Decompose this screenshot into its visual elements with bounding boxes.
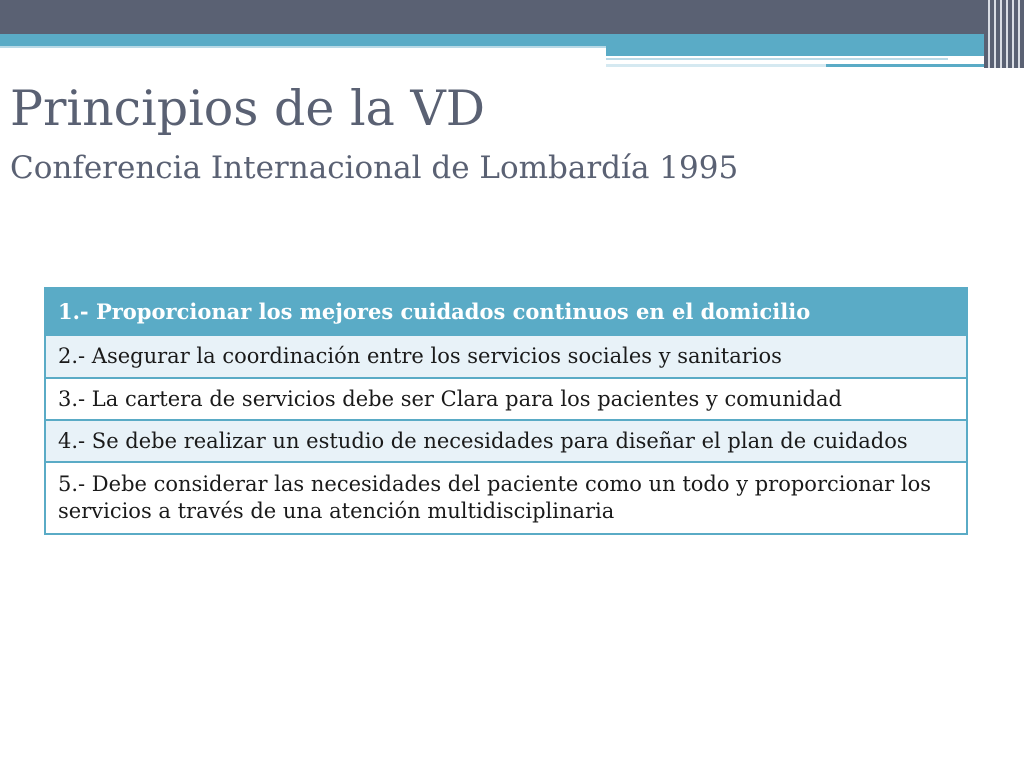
decorative-line [606, 64, 826, 67]
decorative-line [826, 64, 996, 67]
slide-title: Principios de la VD [10, 80, 486, 137]
table-row [45, 462, 967, 534]
table-row [45, 420, 967, 462]
slide-subtitle: Conferencia Internacional de Lombardía 1995 [10, 150, 739, 186]
corner-ornament [984, 0, 1024, 68]
decorative-line [606, 58, 948, 60]
accent-stripe-step [606, 46, 1024, 56]
principle-item: 5.- Debe considerar las necesidades del paciente como un todo y proporcionar los servicios a través de una atención multidisciplinaria [45, 462, 967, 534]
decorative-line [0, 46, 606, 48]
table-row [45, 288, 967, 335]
table-row [45, 378, 967, 420]
principle-item: 2.- Asegurar la coordinación entre los servicios sociales y sanitarios [45, 335, 967, 377]
header-band [0, 0, 1024, 34]
principle-item: 3.- La cartera de servicios debe ser Clara para los pacientes y comunidad [45, 378, 967, 420]
principles-table [44, 287, 968, 535]
table-row [45, 335, 967, 377]
accent-stripe [0, 34, 1024, 46]
principle-item: 1.- Proporcionar los mejores cuidados continuos en el domicilio [45, 288, 967, 335]
principle-item: 4.- Se debe realizar un estudio de necesidades para diseñar el plan de cuidados [45, 420, 967, 462]
